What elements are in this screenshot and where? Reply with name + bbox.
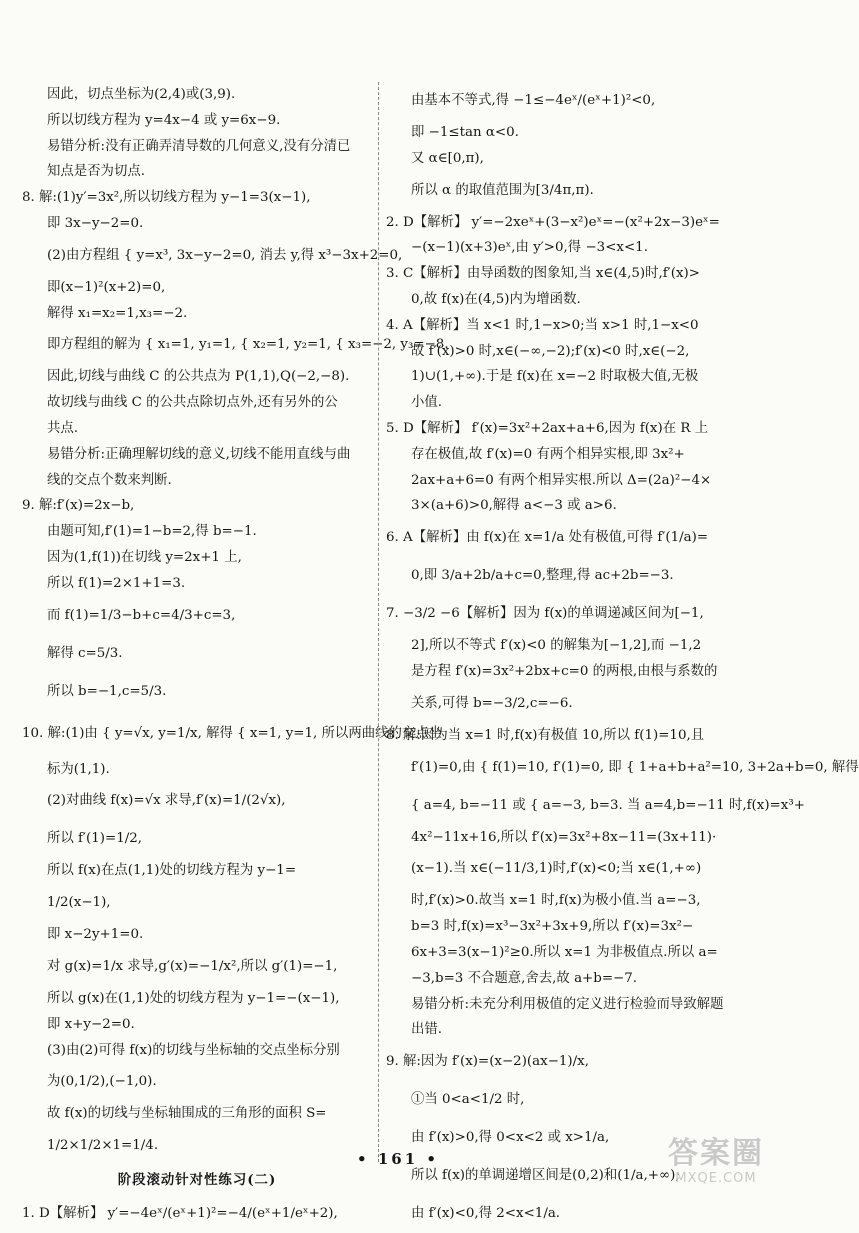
text-line: 所以 f(x)在点(1,1)处的切线方程为 y−1= [47,863,297,879]
text-line: 1/2×1/2×1=1/4. [47,1138,159,1154]
section-heading: 阶段滚动针对性练习(二) [117,1172,277,1189]
text-line: 6. A【解析】由 f(x)在 x=1/a 处有极值,可得 f′(1/a)= [386,530,709,546]
text-line: 2],所以不等式 f′(x)<0 的解集为[−1,2],而 −1,2 [411,638,702,654]
text-line: 故 f(x)的切线与坐标轴围成的三角形的面积 S= [47,1106,327,1122]
watermark-url: MXQE.COM [675,1171,757,1186]
text-line: 0,即 3/a+2b/a+c=0,整理,得 ac+2b=−3. [411,568,674,584]
text-line: 解得 x₁=x₂=1,x₃=−2. [47,305,188,321]
text-line: 1)∪(1,+∞).于是 f(x)在 x=−2 时取极大值,无极 [411,369,699,385]
text-line: 关系,可得 b=−3/2,c=−6. [411,695,573,711]
text-line: 易错分析:未充分利用极值的定义进行检验而导致解题 [411,996,724,1012]
text-line: 即 x+y−2=0. [47,1016,135,1032]
text-line: 为(0,1/2),(−1,0). [47,1074,157,1090]
text-line: −3,b=3 不合题意,舍去,故 a+b=−7. [411,970,638,986]
text-line: 易错分析:没有正确弄清导数的几何意义,没有分清已 [47,138,351,154]
text-line: 8. 解:因为当 x=1 时,f(x)有极值 10,所以 f(1)=10,且 [386,727,705,743]
text-line: (2)由方程组 { y=x³, 3x−y−2=0, 消去 y,得 x³−3x+2=0, [47,247,403,263]
text-line: 故 f′(x)>0 时,x∈(−∞,−2);f′(x)<0 时,x∈(−2, [411,343,690,359]
text-line: 所以 f(1)=2×1+1=3. [47,575,186,591]
text-line: 0,故 f(x)在(4,5)内为增函数. [411,291,581,307]
text-line: 又 α∈[0,π), [411,150,484,166]
text-line: 由基本不等式,得 −1≤−4eˣ/(eˣ+1)²<0, [411,93,656,108]
text-line: b=3 时,f(x)=x³−3x²+3x+9,所以 f′(x)=3x²− [411,919,694,935]
text-line: 因此，切点坐标为(2,4)或(3,9). [47,87,236,102]
text-line: 10. 解:(1)由 { y=√x, y=1/x, 解得 { x=1, y=1, 所以两曲线的交点坐 [22,725,443,741]
text-line: 时,f′(x)>0.故当 x=1 时,f(x)为极小值.当 a=−3, [411,893,701,909]
text-line: 6x+3=3(x−1)²≥0.所以 x=1 为非极值点.所以 a= [411,944,718,960]
text-line: 出错. [411,1022,443,1038]
text-line: 1/2(x−1), [47,895,111,911]
text-line: 所以 f′(1)=1/2, [47,831,143,847]
text-line: 所以 α 的取值范围为[3/4π,π). [411,182,594,198]
text-line: (3)由(2)可得 f(x)的切线与坐标轴的交点坐标分别 [47,1042,340,1058]
text-line: 即 x−2y+1=0. [47,927,144,943]
text-line: 易错分析:正确理解切线的意义,切线不能用直线与曲 [47,446,351,462]
text-line: 3. C【解析】由导函数的图象知,当 x∈(4,5)时,f′(x)> [386,266,700,282]
text-line: 因此,切线与曲线 C 的公共点为 P(1,1),Q(−2,−8). [47,369,350,385]
text-line: 由 f′(x)>0,得 0<x<2 或 x>1/a, [411,1130,610,1146]
text-line: ①当 0<a<1/2 时, [411,1092,525,1108]
text-line: 3×(a+6)>0,解得 a<−3 或 a>6. [411,498,617,514]
text-line: 9. 解:因为 f′(x)=(x−2)(ax−1)/x, [386,1054,589,1070]
text-line: 4. A【解析】当 x<1 时,1−x>0;当 x>1 时,1−x<0 [386,317,699,333]
text-line: 共点. [47,420,79,436]
text-line: 解得 c=5/3. [47,645,123,661]
text-line: 7. −3/2 −6【解析】因为 f(x)的单调递减区间为[−1, [386,606,704,622]
text-line: 由 f′(x)<0,得 2<x<1/a. [411,1206,561,1222]
text-line: 4x²−11x+16,所以 f′(x)=3x²+8x−11=(3x+11)· [411,829,717,845]
watermark-logo [646,1138,786,1194]
text-line: f′(1)=0,由 { f(1)=10, f′(1)=0, 即 { 1+a+b+a²=10, 3+2a+b=0, 解得 [411,759,859,775]
text-line: 存在极值,故 f′(x)=0 有两个相异实根,即 3x²+ [411,446,685,462]
text-line: 线的交点个数来判断. [47,472,172,488]
text-line: 对 g(x)=1/x 求导,g′(x)=−1/x²,所以 g′(1)=−1, [47,958,338,974]
text-line: 所以 b=−1,c=5/3. [47,683,167,699]
text-line: 2. D【解析】 y′=−2xeˣ+(3−x²)eˣ=−(x²+2x−3)eˣ= [386,214,720,230]
text-line: 因为(1,f(1))在切线 y=2x+1 上, [47,549,242,565]
text-line: { a=4, b=−11 或 { a=−3, b=3. 当 a=4,b=−11 时,f(x)=x³+ [411,797,805,813]
text-line: 故切线与曲线 C 的公共点除切点外,还有另外的公 [47,395,338,411]
text-line: 2ax+a+6=0 有两个相异实根.所以 Δ=(2a)²−4× [411,472,712,488]
text-line: 小值. [411,395,443,411]
text-line: 9. 解:f′(x)=2x−b, [22,498,135,514]
text-line: (2)对曲线 f(x)=√x 求导,f′(x)=1/(2√x), [47,793,286,809]
page-number: • 161 • [357,1150,439,1168]
text-line: (x−1).当 x∈(−11/3,1)时,f′(x)<0;当 x∈(1,+∞) [411,861,702,877]
watermark-title: 答案圈 [668,1136,764,1171]
text-line: 所以 g(x)在(1,1)处的切线方程为 y−1=−(x−1), [47,990,340,1006]
text-line: −(x−1)(x+3)eˣ,由 y′>0,得 −3<x<1. [411,240,648,256]
text-line: 所以切线方程为 y=4x−4 或 y=6x−9. [47,112,281,128]
text-line: 所以 f(x)的单调递增区间是(0,2)和(1/a,+∞); [411,1168,680,1184]
text-line: 8. 解:(1)y′=3x²,所以切线方程为 y−1=3(x−1), [22,190,311,206]
text-line: 由题可知,f′(1)=1−b=2,得 b=−1. [47,524,257,540]
text-line: 即 −1≤tan α<0. [411,125,519,140]
text-line: 知点是否为切点. [47,164,145,180]
text-line: 是方程 f′(x)=3x²+2bx+c=0 的两根,由根与系数的 [411,663,718,679]
text-line: 标为(1,1). [47,761,110,777]
text-line: 即方程组的解为 { x₁=1, y₁=1, { x₂=1, y₂=1, { x₃=−2, y₃=−8. [47,337,449,353]
text-line: 即 3x−y−2=0. [47,215,144,231]
text-line: 即(x−1)²(x+2)=0, [47,279,166,295]
text-line: 而 f(1)=1/3−b+c=4/3+c=3, [47,607,236,623]
text-line: 1. D【解析】 y′=−4eˣ/(eˣ+1)²=−4/(eˣ+1/eˣ+2), [22,1206,338,1222]
text-line: 5. D【解析】 f′(x)=3x²+2ax+a+6,因为 f(x)在 R 上 [386,420,709,436]
column-divider [378,82,379,1162]
